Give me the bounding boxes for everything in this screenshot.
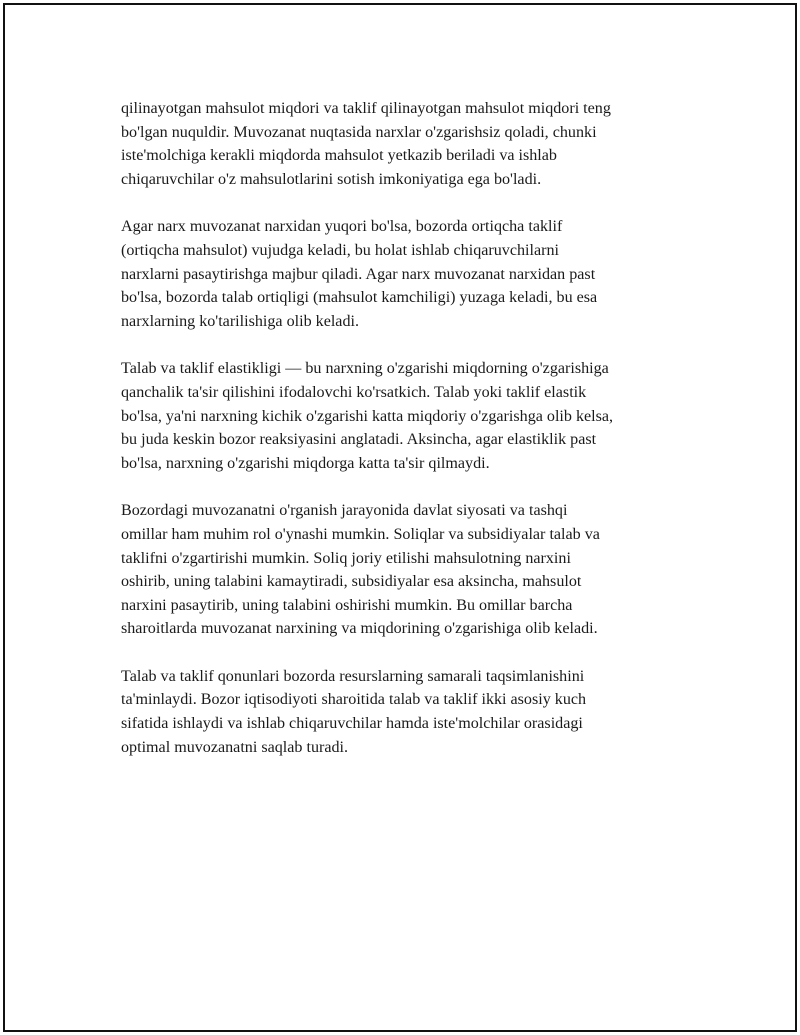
paragraph-elasticity: Talab va taklif elastikligi — bu narxning o'zgarishi miqdorning o'zgarishiga qanchalik ta'sir qilishini ifodalovchi ko'rsatkich. Talab yoki taklif elastik bo'lsa, ya'ni narxning kichik o'zgarishi katta miqdoriy o'zgarishga olib kelsa, bu juda keskin bozor reaksiyasini anglatadi. Aksincha, agar elastiklik past bo'lsa, narxning o'zgarishi miqdorga katta ta'sir qilmaydi. [121, 360, 614, 472]
paragraph-equilibrium-point: qilinayotgan mahsulot miqdori va taklif qilinayotgan mahsulot miqdori teng bo'lgan nuquldir. Muvozanat nuqtasida narxlar o'zgarishsiz qoladi, chunki iste'molchiga kerakli miqdorda mahsulot yetkazib beriladi va ishlab chiqaruvchilar o'z mahsulotlarini sotish imkoniyatiga ega bo'ladi. [121, 100, 611, 188]
document-body [121, 97, 693, 783]
paragraph-conclusion: Talab va taklif qonunlari bozorda resurslarning samarali taqsimlanishini ta'minlaydi. Bozor iqtisodiyoti sharoitida talab va taklif ikki asosiy kuch sifatida ishlaydi va ishlab chiqaruvchilar hamda iste'molchilar orasidagi optimal muvozanatni saqlab turadi. [121, 667, 587, 756]
page-frame [3, 3, 797, 1032]
paragraph-surplus-shortage: Agar narx muvozanat narxidan yuqori bo'lsa, bozorda ortiqcha taklif (ortiqcha mahsulot) vujudga keladi, bu holat ishlab chiqaruvchilarni narxlarni pasaytirishga majbur qiladi. Agar narx muvozanat narxidan past bo'lsa, bozorda talab ortiqligi (mahsulot kamchiligi) yuzaga keladi, bu esa narxlarning ko'tarilishiga olib keladi. [121, 218, 598, 330]
paragraph-policy-factors: Bozordagi muvozanatni o'rganish jarayonida davlat siyosati va tashqi omillar ham muhim rol o'ynashi mumkin. Soliqlar va subsidiyalar talab va taklifni o'zgartirishi mumkin. Soliq joriy etilishi mahsulotning narxini oshirib, uning talabini kamaytiradi, subsidiyalar esa aksincha, mahsulot narxini pasaytirib, uning talabini oshirishi mumkin. Bu omillar barcha sharoitlarda muvozanat narxining va miqdorining o'zgarishiga olib keladi. [121, 502, 600, 638]
